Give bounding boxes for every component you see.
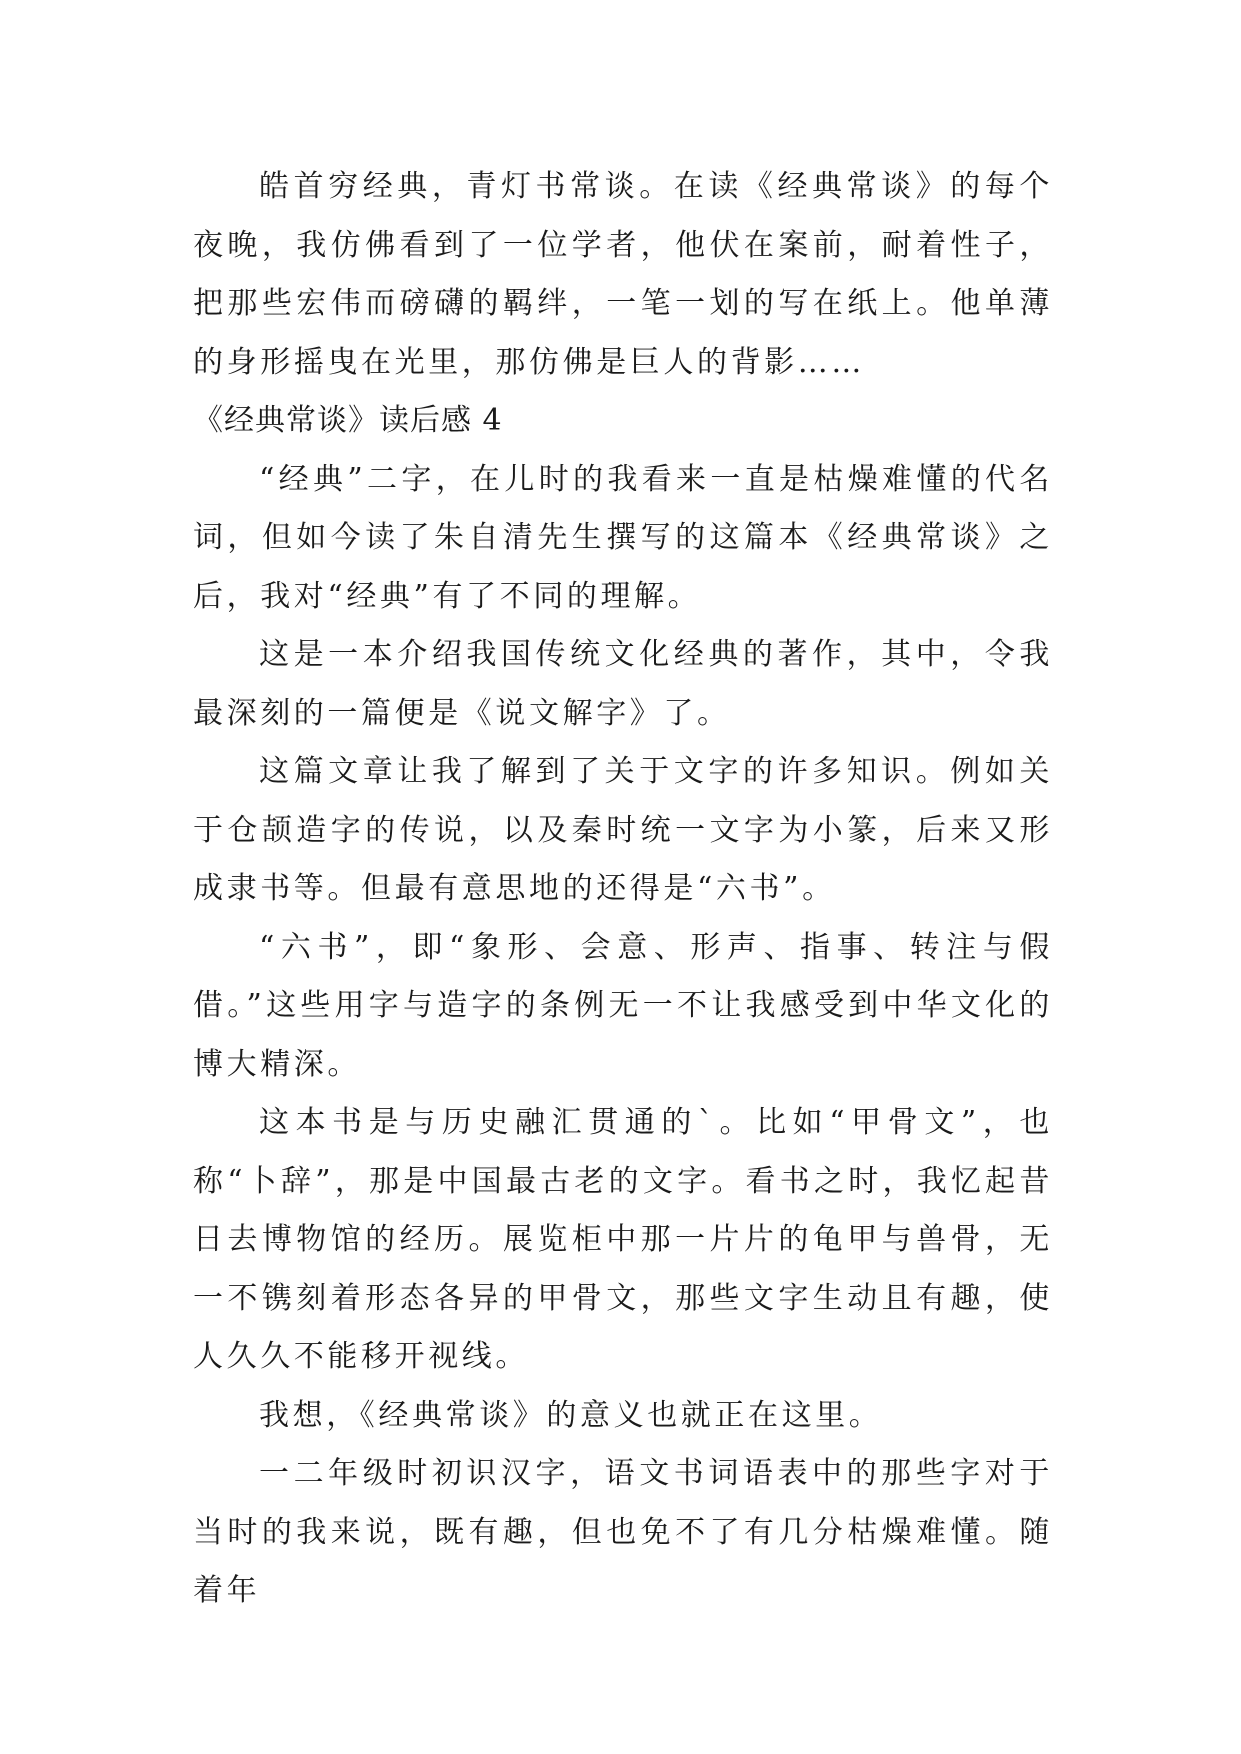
paragraph-intro: 皓首穷经典，青灯书常谈。在读《经典常谈》的每个夜晚，我仿佛看到了一位学者，他伏在案前，耐着性子，把那些宏伟而磅礴的羁绊，一笔一划的写在纸上。他单薄的身形摇曳在光里，那仿佛是巨人的背影…… — [193, 169, 1053, 380]
paragraph-childhood: 一二年级时初识汉字，语文书词语表中的那些字对于当时的我来说，既有趣，但也免不了有几分枯燥难懂。随着年 — [193, 1456, 1053, 1608]
paragraph-shuowen: 这是一本介绍我国传统文化经典的著作，其中，令我最深刻的一篇便是《说文解字》了。 — [193, 637, 1053, 731]
paragraph-meaning: 我想，《经典常谈》的意义也就正在这里。 — [259, 1397, 883, 1433]
paragraph-writing-knowledge: 这篇文章让我了解到了关于文字的许多知识。例如关于仓颉造字的传说，以及秦时统一文字为小篆，后来又形成隶书等。但最有意思地的还得是“六书”。 — [193, 754, 1053, 906]
paragraph-six-scripts: “六书”，即“象形、会意、形声、指事、转注与假借。”这些用字与造字的条例无一不让我感受到中华文化的博大精深。 — [193, 929, 1053, 1082]
paragraph-oracle-bones: 这本书是与历史融汇贯通的`。比如“甲骨文”，也称“卜辞”，那是中国最古老的文字。看书之时，我忆起昔日去博物馆的经历。展览柜中那一片片的龟甲与兽骨，无一不镌刻着形态各异的甲骨文，那些文字生动且有趣，使人久久不能移开视线。 — [193, 1105, 1053, 1374]
section-heading: 《经典常谈》读后感 4 — [193, 403, 503, 438]
paragraph-classics-meaning: “经典”二字，在儿时的我看来一直是枯燥难懂的代名词，但如今读了朱自清先生撰写的这篇本《经典常谈》之后，我对“经典”有了不同的理解。 — [193, 461, 1053, 614]
document-page — [193, 158, 1053, 1621]
